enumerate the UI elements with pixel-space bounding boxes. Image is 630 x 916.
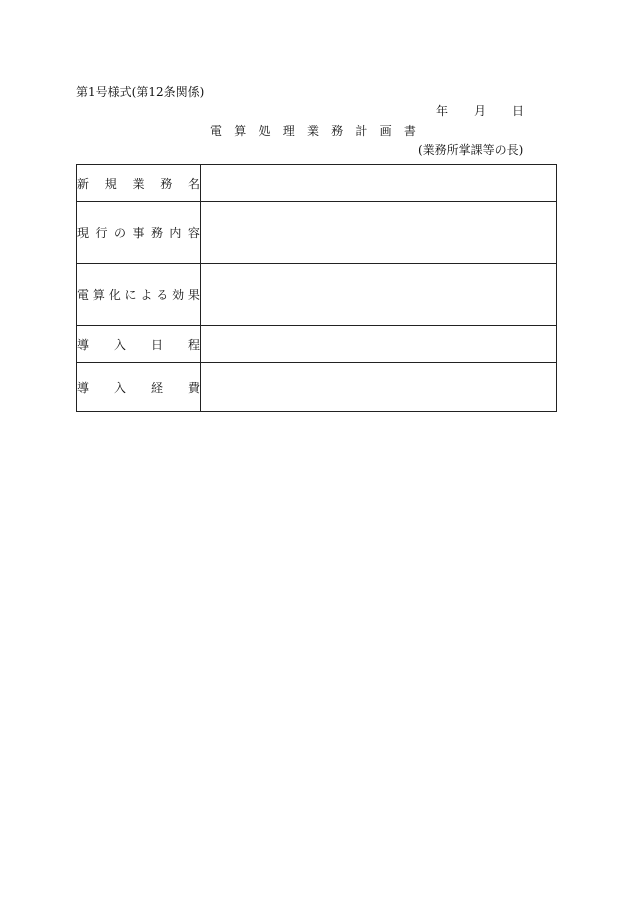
field-computerization-effect[interactable] — [201, 264, 557, 326]
table-row-computerization-effect — [77, 264, 557, 326]
label-char: 費 — [187, 380, 200, 395]
document-title — [210, 122, 416, 139]
table-row-current-work — [77, 202, 557, 264]
title-char: 理 — [282, 124, 295, 138]
date-month-label: 月 — [473, 104, 486, 118]
row-label-current-work — [77, 202, 201, 264]
label-char: 現 — [77, 226, 90, 240]
title-char: 算 — [234, 124, 247, 138]
label-char: 容 — [187, 226, 200, 240]
field-current-work-content[interactable] — [201, 202, 557, 264]
table-row-introduction-cost — [77, 363, 557, 412]
label-char: 業 — [132, 176, 145, 191]
label-char: に — [124, 288, 137, 302]
form-number-label: 第1号様式(第12条関係) — [76, 85, 205, 99]
field-introduction-cost[interactable] — [201, 363, 557, 412]
label-char: る — [156, 288, 169, 302]
row-label-introduction-schedule — [77, 326, 201, 363]
title-char: 書 — [403, 124, 416, 138]
label-char: 効 — [172, 288, 185, 302]
title-char: 務 — [331, 124, 344, 138]
title-char: 業 — [306, 124, 319, 138]
label-char: 程 — [187, 337, 200, 352]
label-char: 果 — [187, 288, 200, 302]
label-char: 電 — [77, 288, 90, 302]
label-char: 務 — [160, 176, 173, 191]
label-char: 事 — [132, 226, 145, 240]
title-char: 電 — [210, 124, 223, 138]
label-char: 経 — [150, 380, 163, 395]
label-char: 規 — [104, 176, 117, 191]
plan-table — [76, 164, 557, 412]
field-introduction-schedule[interactable] — [201, 326, 557, 363]
label-char: 名 — [187, 176, 200, 191]
label-char: 算 — [92, 288, 105, 302]
table-row-introduction-schedule — [77, 326, 557, 363]
row-label-computerization-effect — [77, 264, 201, 326]
author-label: (業務所掌課等の長) — [418, 143, 524, 157]
label-char: 務 — [150, 226, 163, 240]
label-char: 化 — [108, 288, 121, 302]
row-label-new-business — [77, 165, 201, 202]
date-year-label: 年 — [436, 104, 449, 118]
label-char: 内 — [169, 226, 182, 240]
label-char: の — [113, 226, 126, 240]
title-char: 計 — [355, 124, 368, 138]
label-char: 導 — [77, 337, 90, 352]
date-line — [436, 102, 524, 119]
label-char: 入 — [113, 337, 126, 352]
title-char: 画 — [379, 124, 392, 138]
label-char: よ — [140, 288, 153, 302]
field-new-business-name[interactable] — [201, 165, 557, 202]
label-char: 入 — [113, 380, 126, 395]
label-char: 導 — [77, 380, 90, 395]
row-label-introduction-cost — [77, 363, 201, 412]
label-char: 日 — [150, 337, 163, 352]
title-char: 処 — [258, 124, 271, 138]
table-row-new-business — [77, 165, 557, 202]
label-char: 行 — [95, 226, 108, 240]
date-day-label: 日 — [511, 104, 524, 118]
label-char: 新 — [77, 176, 90, 191]
